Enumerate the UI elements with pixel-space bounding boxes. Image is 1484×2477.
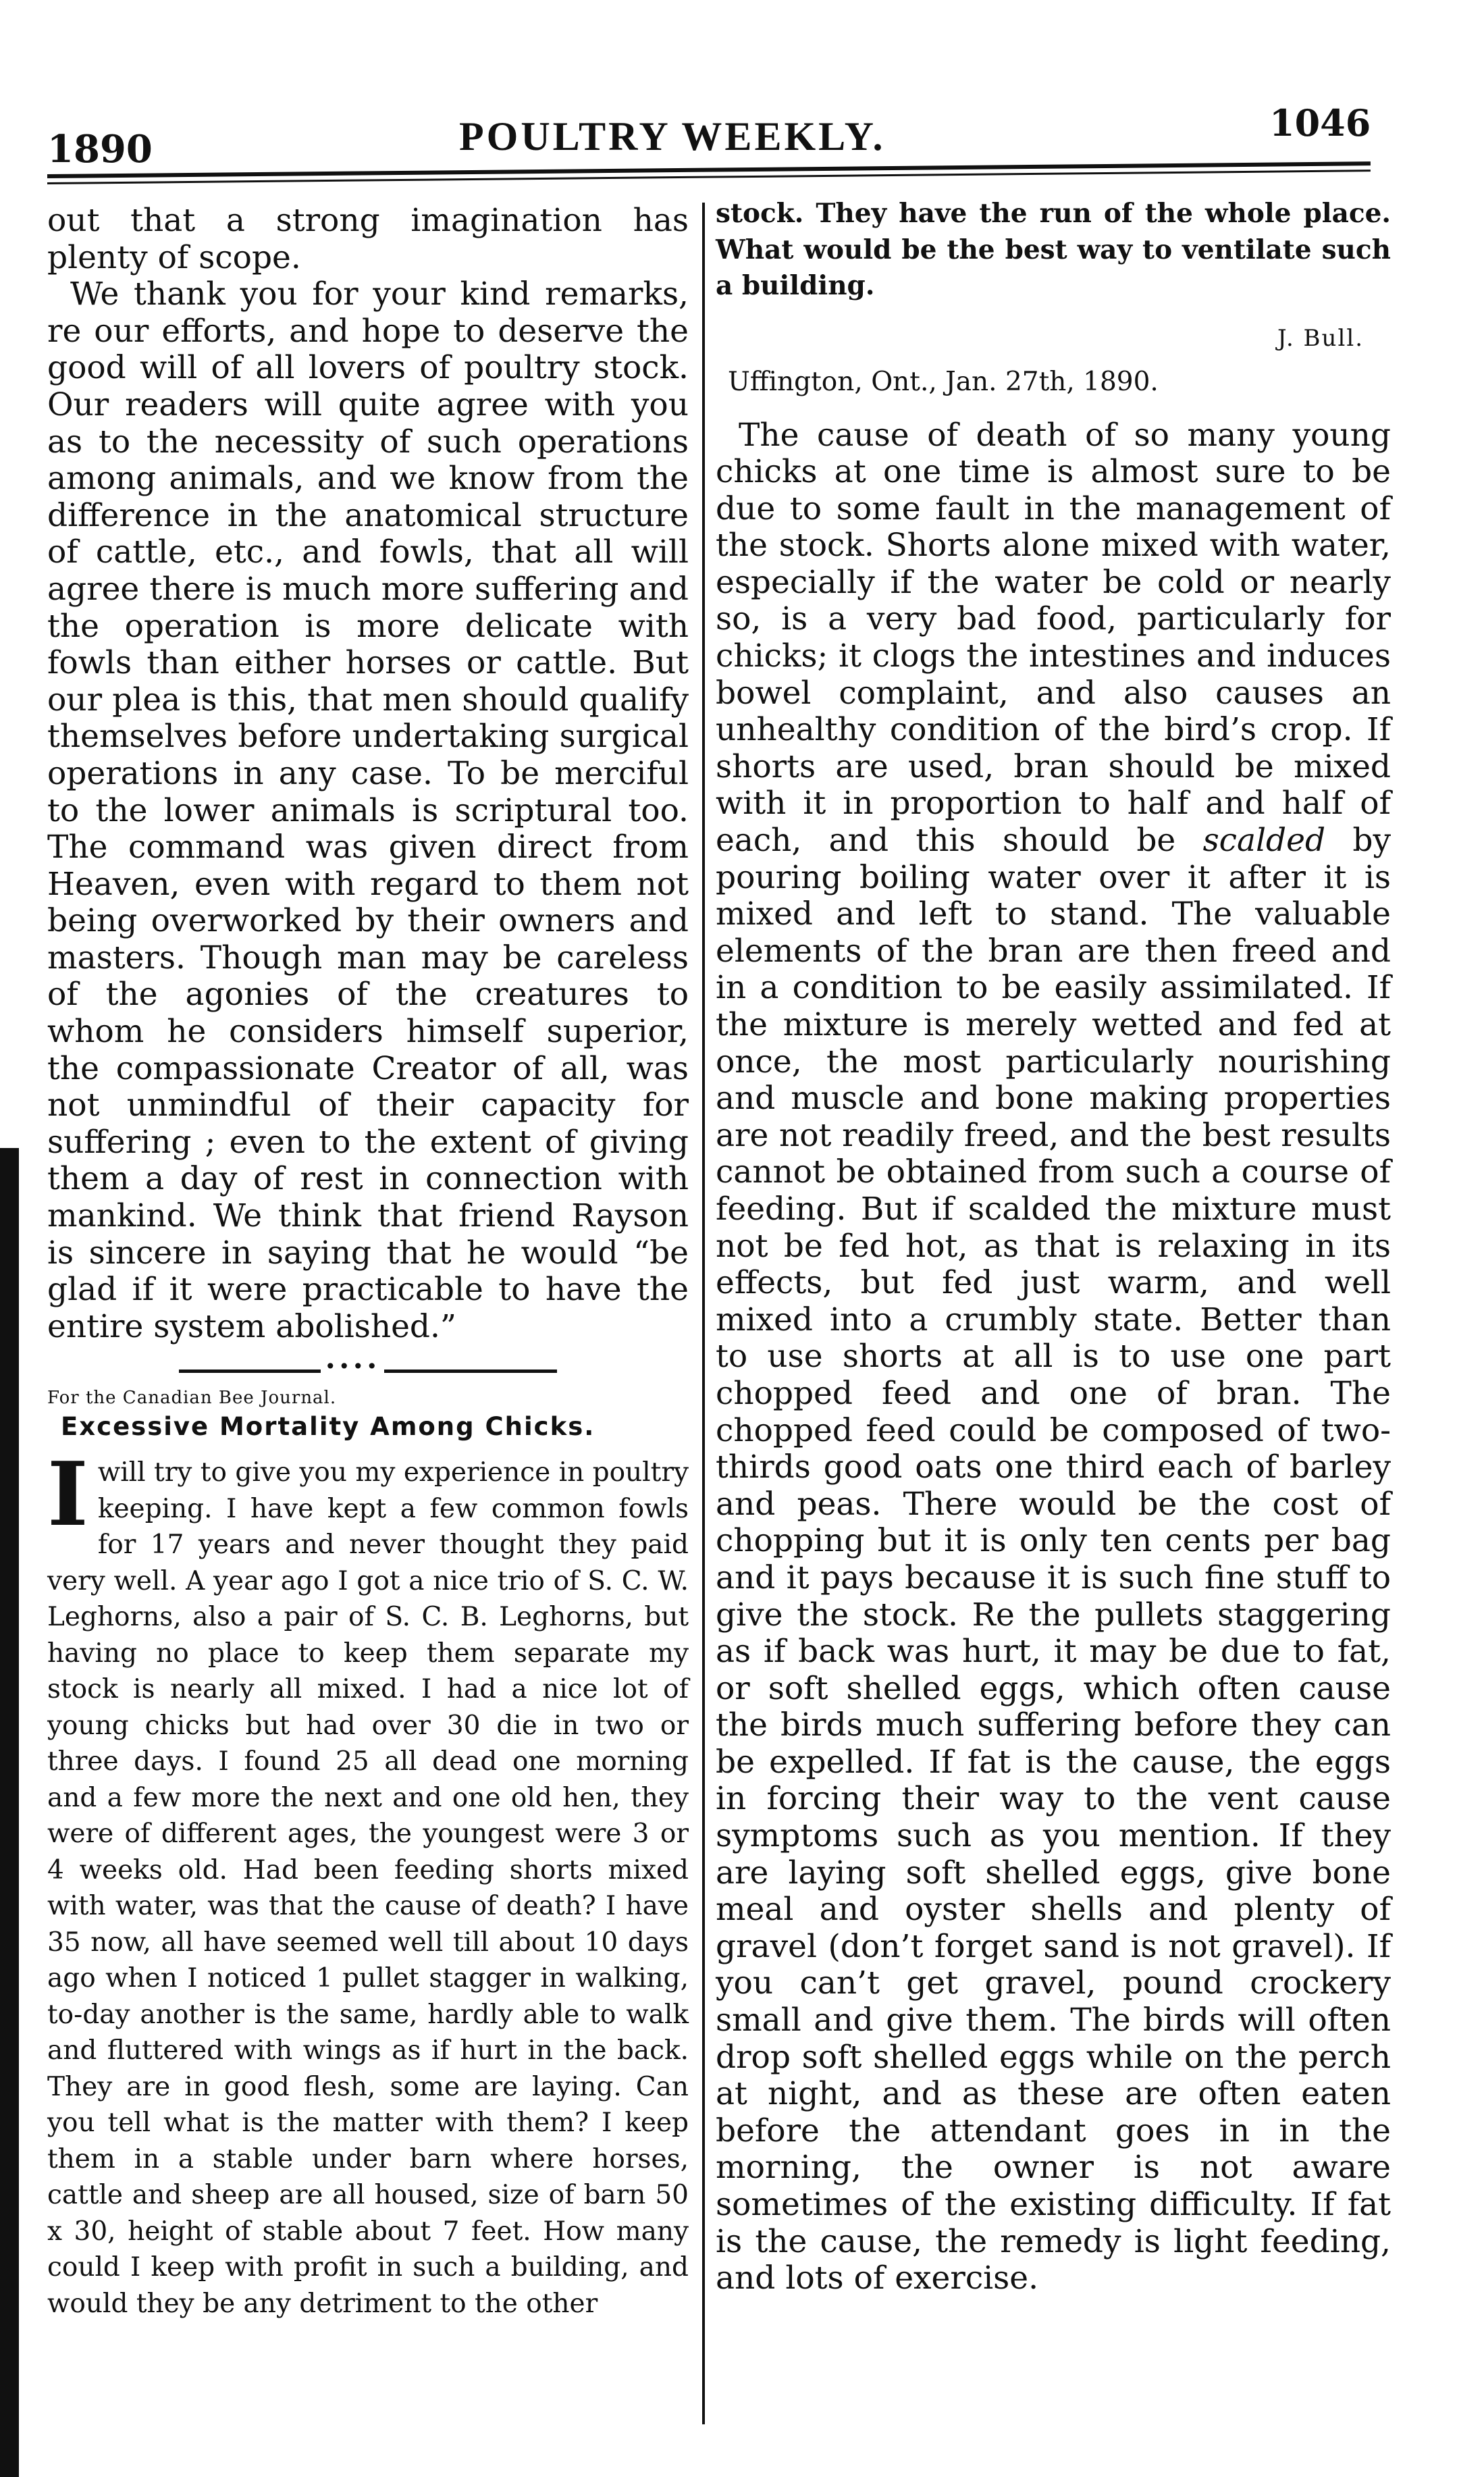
editor-reply-text: The cause of death of so many young chicks at one time is almost sure to be due to some fault in the management of the stock. Shorts alone mixed with water, especially if the water be cold or nearly so, is a very bad food, particularly for chicks; it clogs the intestines and induces bowel complaint, and also causes an unhealthy condition of the bird’s crop. If shorts are used, bran should be mixed with it in proportion to half and half of each, and this should be [716,416,1391,860]
reader-letter-text: will try to give you my experience in poultry keeping. I have kept a few common fowls for 17 years and never thought they paid very well. A year ago I got a nice trio of S. C. W. Leghorns, also a pair of S. C. B. Leghorns, but having no place to keep them separate my stock is nearly all mixed. I had a nice lot of young chicks but had over 30 die in two or three days. I found 25 all dead one morning and a few more the next and one old hen, they were of different ages, the youngest were 3 or 4 weeks old. Had been feeding shorts mixed with water, was that the cause of death? I have 35 now, all have seemed well till about 10 days ago when I noticed 1 pullet stagger in walking, to-day another is the same, hardly able to walk and fluttered with wings as if hurt in the back. They are in good flesh, some are laying. Can you tell what is the matter with them? I keep them in a stable under barn where horses, cattle and sheep are all housed, size of barn 50 x 30, height of stable about 7 feet. How many could I keep with profit in such a building, and would they be any detriment to the other [47,1457,689,2319]
article-headline: Excessive Mortality Among Chicks. [61,1412,595,1442]
article-source: For the Canadian Bee Journal. [47,1388,337,1409]
right-column [716,196,1391,2297]
editor-reply [716,417,1391,2297]
letter-signature: J. Bull. [1277,324,1364,352]
letter-dateline: Uffington, Ont., Jan. 27th, 1890. [728,366,1159,397]
left-column [47,203,689,2322]
header-year: 1890 [47,127,153,172]
reader-letter-end: stock. They have the run of the whole place. What would be the best way to ventilate such a building. [716,198,1391,301]
editorial-paragraph: We thank you for your kind remarks, re our efforts, and hope to deserve the good will of all lovers of poultry stock. Our readers will quite agree with you as to the necessity of such operations among animals, and we know from the difference in the anatomical structure of cattle, etc., and fowls, that all will agree there is much more suffering and the operation is more delicate with fowls than either horses or cattle. But our plea is this, that men should qualify themselves before undertaking surgical operations in any case. To be merciful to the lower animals is scriptural too. The command was given direct from Heaven, even with regard to them not being overworked by their owners and masters. Though man may be careless of the agonies of the creatures to whom he considers himself superior, the compassionate Creator of all, was not unmindful of their capacity for suffering ; even to the extent of giving them a day of rest in connection with mankind. We think that friend Rayson is sincere in saying that he would “be glad if it were practicable to have the entire system abolished.” [47,276,689,1345]
page-number: 1046 [1269,101,1371,145]
editor-reply-emphasis: scalded [1202,822,1326,860]
editorial-continuation: out that a strong imagination has plenty of scope. [47,202,689,276]
scan-edge-shadow [0,1148,19,2477]
section-separator [179,1370,557,1373]
drop-cap: I [47,1442,88,1546]
masthead-title: POULTRY WEEKLY. [459,114,886,159]
column-divider [702,203,705,2424]
editor-reply-text-continued: by pouring boiling water over it after it is mixed and left to stand. The valuable elements of the bran are then freed and in a condition to be easily assimilated. If the mixture is merely wetted and fed at once, the most particularly nourishing and muscle and bone making properties are not readily freed, and the best results cannot be obtained from such a course of feeding. But if scalded the mixture must not be fed hot, as that is relaxing in its effects, but fed just warm, and well mixed into a crumbly state. Better than to use shorts at all is to use one part chopped feed and one of bran. The chopped feed could be composed of two-thirds good oats one third each of barley and peas. There would be the cost of chopping but it is only ten cents per bag and it pays because it is such fine stuff to give the stock. Re the pullets staggering as if back was hurt, it may be due to fat, or soft shelled eggs, which often cause the birds much suffering before they can be expelled. If fat is the cause, the eggs in forcing their way to the vent cause symptoms such as you mention. If they are laying soft shelled eggs, give bone meal and oyster shells and plenty of gravel (don’t forget sand is not gravel). If you can’t get gravel, pound crockery small and give them. The birds will often drop soft shelled eggs while on the perch at night, and as these are often eaten before the attendant goes in in the morning, the owner is not aware sometimes of the existing difficulty. If fat is the cause, the remedy is light feeding, and lots of exercise. [716,822,1391,2297]
reader-letter [47,1442,689,2322]
